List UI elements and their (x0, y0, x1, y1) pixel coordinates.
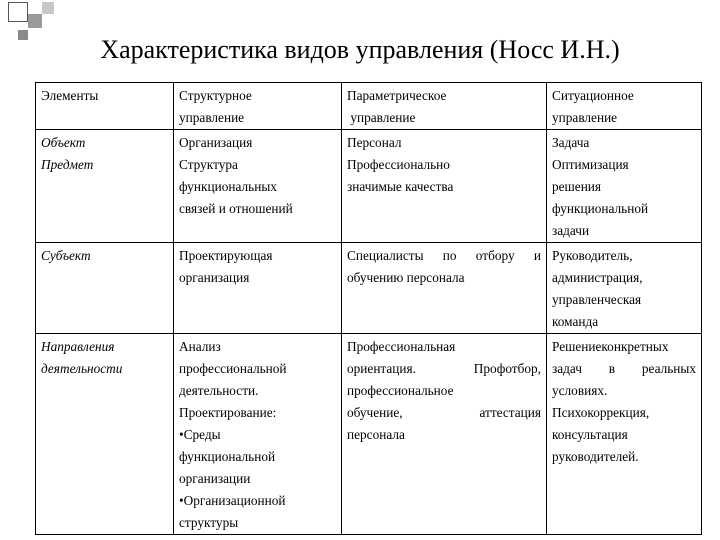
row-label-text: Объект (41, 135, 86, 150)
cell-text: Специалисты по отбору и (347, 248, 541, 263)
header-text: Элементы (41, 88, 99, 103)
table-cell (174, 243, 342, 334)
row-label-cell (36, 334, 174, 535)
row-label-text: деятельности (41, 361, 123, 376)
cell-text: •Среды (179, 427, 221, 442)
table-cell (547, 243, 702, 334)
cell-text: задачи (552, 223, 590, 238)
decor-square-grey (28, 14, 42, 28)
header-cell (174, 83, 342, 130)
cell-text: команда (552, 314, 599, 329)
header-cell (547, 83, 702, 130)
cell-text: Профессиональная (347, 339, 456, 354)
cell-text: управленческая (552, 292, 642, 307)
cell-text: задач в реальных (552, 361, 696, 376)
row-label-cell (36, 243, 174, 334)
cell-text: условиях. (552, 383, 608, 398)
cell-text: организация (179, 270, 250, 285)
cell-text: структуры (179, 515, 239, 530)
cell-text: организации (179, 471, 251, 486)
table-header-row (36, 83, 702, 130)
cell-text: Профессионально (347, 157, 450, 172)
row-label-cell (36, 130, 174, 243)
cell-text: деятельности. (179, 383, 259, 398)
cell-text: •Организационной (179, 493, 286, 508)
cell-text: персонала (347, 427, 405, 442)
cell-text: Оптимизация (552, 157, 629, 172)
header-text: Структурное (179, 88, 252, 103)
cell-text: Задача (552, 135, 590, 150)
header-text: Ситуационное (552, 88, 634, 103)
header-text: управление (179, 110, 245, 125)
row-label-text: Предмет (41, 157, 94, 172)
cell-text: Персонал (347, 135, 402, 150)
header-text: управление (552, 110, 618, 125)
cell-text: решения (552, 179, 602, 194)
row-label-text: Субъект (41, 248, 91, 263)
cell-text: Решениеконкретных (552, 339, 669, 354)
cell-text: Руководитель, (552, 248, 633, 263)
table-cell (547, 130, 702, 243)
table-row (36, 334, 702, 535)
cell-text: Проектирование: (179, 405, 277, 420)
table-cell (342, 130, 547, 243)
cell-text: руководителей. (552, 449, 639, 464)
table-cell (174, 334, 342, 535)
page-title: Характеристика видов управления (Носс И.Н.) (100, 35, 620, 64)
decor-square-light (42, 2, 54, 14)
cell-text: значимые качества (347, 179, 454, 194)
cell-text: профессиональное (347, 383, 454, 398)
header-text: Параметрическое (347, 88, 447, 103)
cell-text: администрация, (552, 270, 643, 285)
header-cell (342, 83, 547, 130)
cell-text: функциональных (179, 179, 277, 194)
cell-text: связей и отношений (179, 201, 293, 216)
cell-text: профессиональной (179, 361, 287, 376)
cell-text: консультация (552, 427, 628, 442)
header-text: управление (347, 110, 416, 125)
cell-text: Анализ (179, 339, 221, 354)
cell-text: функциональной (179, 449, 276, 464)
table-cell (342, 334, 547, 535)
table-row (36, 243, 702, 334)
cell-text: Психокоррекция, (552, 405, 650, 420)
header-cell (36, 83, 174, 130)
cell-text: функциональной (552, 201, 649, 216)
decor-square-outline (8, 2, 28, 22)
cell-text: Структура (179, 157, 238, 172)
cell-text: обучение, аттестация (347, 405, 541, 420)
row-label-text: Направления (41, 339, 115, 354)
table-row (36, 130, 702, 243)
cell-text: Организация (179, 135, 253, 150)
cell-text: Проектирующая (179, 248, 273, 263)
table-cell (174, 130, 342, 243)
cell-text: ориентация. Профотбор, (347, 361, 541, 376)
cell-text: обучению персонала (347, 270, 465, 285)
table-cell (547, 334, 702, 535)
management-types-table (35, 82, 702, 535)
table-cell (342, 243, 547, 334)
